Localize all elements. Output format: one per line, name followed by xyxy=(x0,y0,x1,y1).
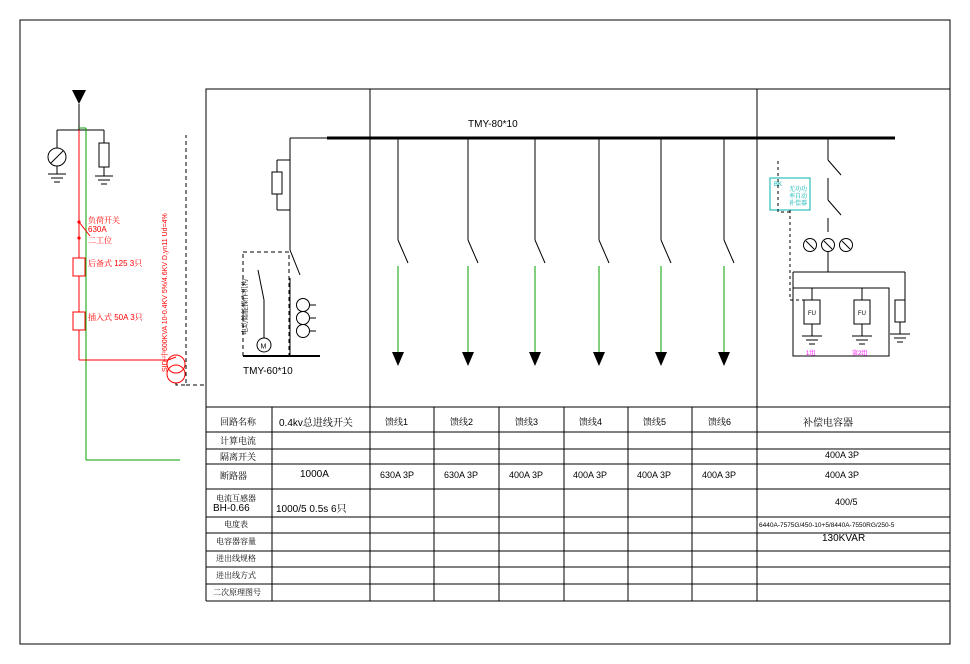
table-cell-6-7: 130KVAR xyxy=(822,533,866,544)
capacitor-branch-2-label: 第2组 xyxy=(852,351,868,357)
table-cell-2-7: 400A 3P xyxy=(825,450,860,460)
fuse-plugin-symbol xyxy=(73,312,85,330)
svg-text:FU: FU xyxy=(858,311,866,317)
table-cell-0-1: 馈线1 xyxy=(385,417,409,427)
table-row-name-0: 回路名称 xyxy=(220,417,257,427)
capacitor-cabinet-schematic xyxy=(770,138,910,356)
reactive-controller-label: 无功功率自动补偿器 xyxy=(789,187,808,207)
arrester-symbol xyxy=(99,143,109,167)
table-cell-3-4: 400A 3P xyxy=(573,470,608,480)
table-row-name-6: 电容器容量 xyxy=(216,537,256,546)
table-cell-0-2: 馈线2 xyxy=(450,417,474,427)
incoming-arrow-icon xyxy=(72,90,86,104)
table-row-name-3: 断路器 xyxy=(220,471,248,481)
table-cell-3-2: 630A 3P xyxy=(444,470,479,480)
table-row-name-4-sub: BH-0.66 xyxy=(213,503,250,514)
cabinet-dashed-link xyxy=(176,135,186,385)
feeder-circuits xyxy=(392,138,734,366)
table-row-name-7: 进出线规格 xyxy=(216,554,256,563)
table-cell-3-7: 400A 3P xyxy=(825,470,860,480)
table-cell-3-0: 1000A xyxy=(300,469,329,480)
svg-text:M: M xyxy=(260,343,267,351)
load-switch-label-3: 二工位 xyxy=(88,236,112,245)
table-cell-0-3: 馈线3 xyxy=(515,417,539,427)
svg-text:FU: FU xyxy=(808,311,816,317)
table-cell-3-6: 400A 3P xyxy=(702,470,737,480)
table-row-name-4: 电流互感器 xyxy=(216,494,256,503)
table-cell-4-7: 400/5 xyxy=(835,497,858,507)
table-cell-3-1: 630A 3P xyxy=(380,470,415,480)
table-cell-3-3: 400A 3P xyxy=(509,470,544,480)
table-cell-0-4: 馈线4 xyxy=(579,417,603,427)
fuse-plugin-label: 插入式 50A 3只 xyxy=(88,313,143,322)
main-breaker-symbol xyxy=(290,250,300,275)
table-row-name-8: 进出线方式 xyxy=(216,571,256,580)
table-cell-4-0: 1000/5 0.5s 6只 xyxy=(276,504,347,515)
motor-mechanism-label: 电动储能操作机构 xyxy=(242,279,249,335)
cable-spec-label: SID-中600KVA 10-0.4KV 5%/4.6KV D,yn11 Ud=4% xyxy=(162,213,169,372)
capacitor-branch-1-label: 1组 xyxy=(806,351,816,357)
ct-group xyxy=(297,299,317,338)
fuse-backup-label: 后备式 125 3只 xyxy=(88,259,143,268)
table-row-name-1: 计算电流 xyxy=(220,436,257,446)
table-cell-0-6: 馈线6 xyxy=(708,417,732,427)
table-cell-0-5: 馈线5 xyxy=(643,417,667,427)
table-row-name-5: 电度表 xyxy=(224,520,248,529)
table-cell-0-0: 0.4kv总进线开关 xyxy=(279,418,353,429)
secondary-busbar-label: TMY-60*10 xyxy=(243,366,293,377)
table-cell-5-7: 6440A-7575G/450-10+5/8440A-7550RG/250-5 xyxy=(759,522,895,529)
table-cell-3-5: 400A 3P xyxy=(637,470,672,480)
surge-element xyxy=(272,172,282,194)
table-row-name-9: 二次原理图号 xyxy=(213,588,261,597)
table-row-name-2: 隔离开关 xyxy=(220,452,257,462)
reactive-controller-tag: BK xyxy=(774,182,783,188)
load-switch-label-2: 630A xyxy=(88,225,107,234)
load-switch-label-1: 负荷开关 xyxy=(88,216,120,225)
fuse-backup-symbol xyxy=(73,258,85,276)
table-cell-0-7: 补偿电容器 xyxy=(803,418,853,429)
main-busbar-label: TMY-80*10 xyxy=(468,119,518,130)
